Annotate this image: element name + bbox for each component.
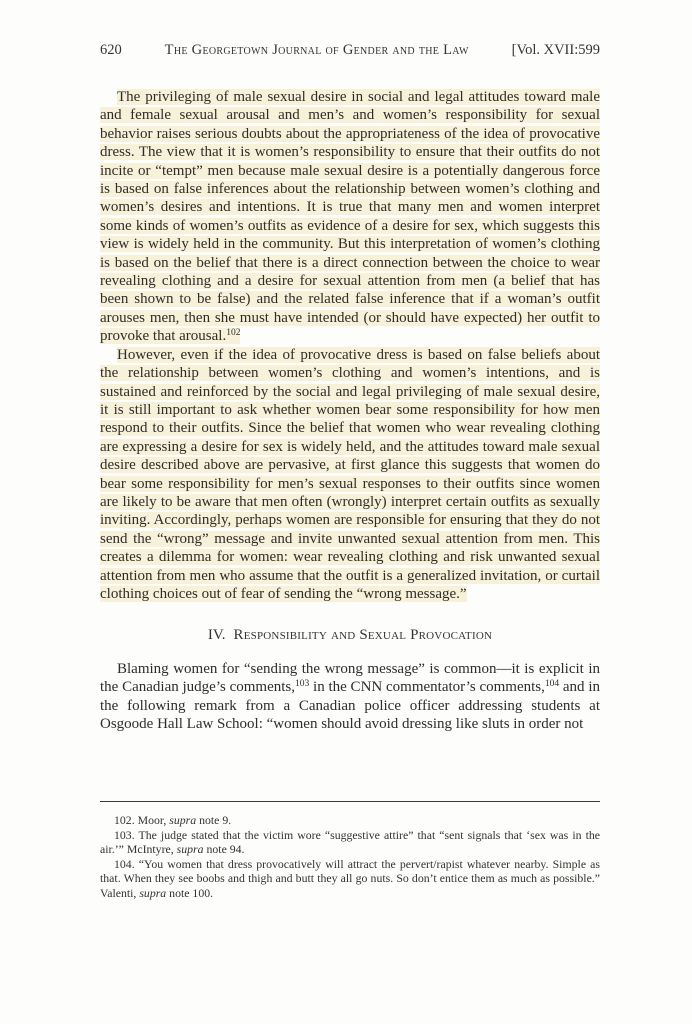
paragraph-3-part-3: and in the following remark from a Canadian police officer addressing students at Osgoode Hall Law School: “women should avoid dressing like sluts in order not (100, 679, 600, 732)
section-heading (100, 626, 600, 644)
footnote-104-text: 104. “You women that dress provocatively will attract the pervert/rapist whatever nearby. Simple as that. When they see boobs and thigh and butt they all go nuts. So don’t entice them as much as possible.” Valenti, (100, 856, 600, 900)
paragraph-3-part-2: in the CNN commentator’s comments, (309, 679, 545, 696)
body-paragraph-2 (100, 346, 600, 604)
footnote-reference-104: 104 (544, 678, 560, 689)
volume-reference: [Vol. XVII:599 (511, 42, 600, 58)
highlighted-passage-1 (100, 89, 600, 344)
footnote-102-text: 102. Moor, (114, 813, 170, 827)
running-header (100, 42, 600, 59)
body-paragraph-3 (100, 660, 600, 734)
paragraph-2-text: However, even if the idea of provocative dress is based on false beliefs about the relationship between women’s clothing and women’s intentions, and is sustained and reinforced by the social and legal privileging of male sexual desire, it is still important to ask whether women bear some responsibility for how men respond to their outfits. Since the belief that women who wear revealing clothing are expressing a desire for sex is widely held, and the attitudes toward male sexual desire described above are pervasive, at first glance this suggests that women do bear some responsibility for men’s sexual responses to their outfits since women are likely to be aware that men often (wrongly) interpret certain outfits as sexually inviting. Accordingly, perhaps women are responsible for ensuring that they do not send the “wrong” message and invite unwanted sexual attention from men. This creates a dilemma for women: wear revealing clothing and risk unwanted sexual attention from men who assume that the outfit is a generalized invitation, or curtail clothing choices out of fear of sending the “wrong message.” (100, 346, 600, 602)
paragraph-1-text: The privileging of male sexual desire in social and legal attitudes toward male and female sexual arousal and men’s and women’s responsibility for sexual behavior raises serious doubts about the appropriateness of the idea of provocative dress. The view that it is women’s responsibility to ensure that their outfits do not incite or “tempt” men because male sexual desire is a potentially dangerous force is based on false inferences about the relationship between women’s clothing and women’s desires and intentions. It is true that many men and women interpret some kinds of women’s outfits as evidence of a desire for sex, which suggests this view is widely held in the community. But this interpretation of women’s clothing is based on the belief that there is a direct connection between the choice to wear revealing clothing and a desire for sexual attention from men (a belief that has been shown to be false) and the related false inference that if a woman’s outfit arouses men, then she must have intended (or should have expected) her outfit to provoke that arousal. (100, 89, 600, 345)
footnote-104-supra: supra (139, 885, 167, 900)
footnote-104 (100, 857, 600, 901)
footnote-102-cite: note 9. (196, 813, 232, 827)
section-numeral: IV. (207, 627, 226, 644)
footnote-103-cite: note 94. (203, 842, 245, 857)
body-paragraph-1 (100, 88, 600, 346)
page-content (100, 0, 600, 733)
footnote-102-supra: supra (169, 813, 197, 827)
highlighted-passage-2 (100, 347, 600, 602)
journal-title: The Georgetown Journal of Gender and the Law (164, 42, 469, 58)
footnotes-section (100, 801, 600, 901)
footnote-separator-rule (100, 801, 600, 802)
footnote-reference-103: 103 (295, 678, 310, 689)
footnote-103-supra: supra (176, 842, 204, 857)
footnote-103-text: 103. The judge stated that the victim wore “suggestive attire” that “sent signals that ‘sex was in the air.’” McIntyre, (100, 827, 600, 857)
footnote-reference-102: 102 (226, 327, 241, 338)
footnote-103 (100, 828, 600, 857)
footnote-104-cite: note 100. (166, 885, 214, 900)
section-title: Responsibility and Sexual Provocation (233, 627, 493, 644)
body-text (100, 88, 600, 733)
paragraph-3-part-1: Blaming women for “sending the wrong message” is common—it is explicit in the Canadian judge’s comments, (100, 660, 600, 696)
page-number: 620 (100, 42, 122, 58)
footnote-102 (100, 813, 600, 828)
